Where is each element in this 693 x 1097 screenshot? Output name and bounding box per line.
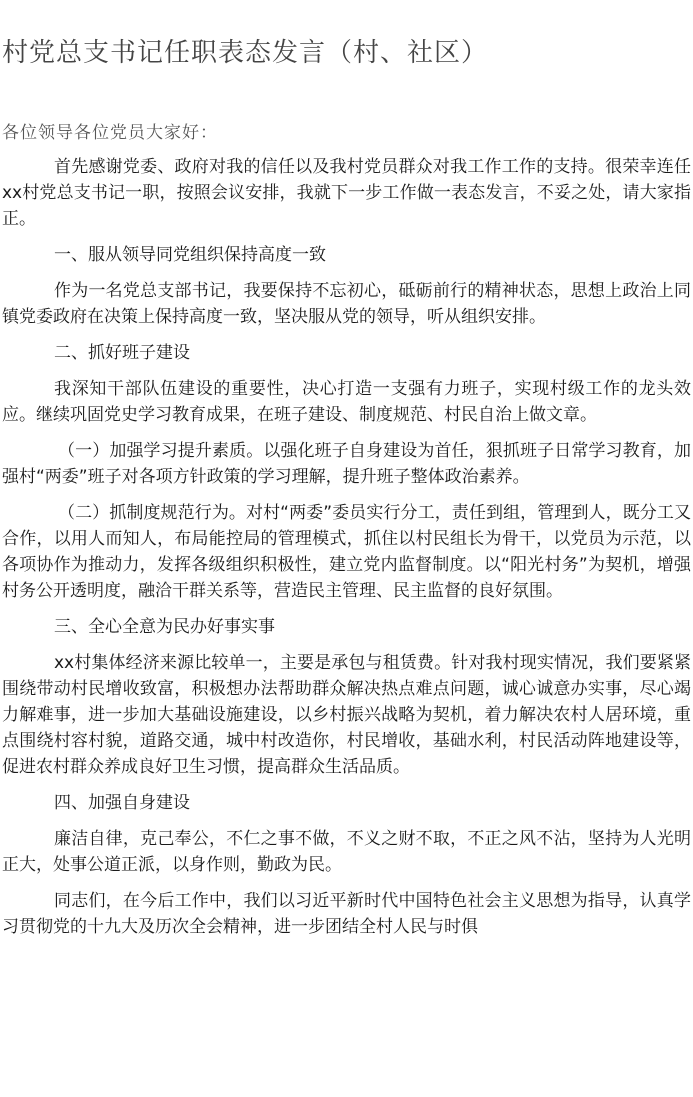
section-heading-3: 三、全心全意为民办好事实事 (54, 617, 275, 637)
paragraph-section-2: 我深知干部队伍建设的重要性，决心打造一支强有力班子，实现村级工作的龙头效应。继续巩固党史学习教育成果，在班子建设、制度规范、村民自治上做文章。 (2, 379, 691, 425)
paragraph-intro: 首先感谢党委、政府对我的信任以及我村党员群众对我工作工作的支持。很荣幸连任xx村党总支书记一职，按照会议安排，我就下一步工作做一表态发言，不妥之处，请大家指正。 (2, 157, 691, 229)
section-heading-4: 四、加强自身建设 (54, 793, 190, 813)
paragraph-subsection-1: （一）加强学习提升素质。以强化班子自身建设为首任，狠抓班子日常学习教育，加强村“两委”班子对各项方针政策的学习理解，提升班子整体政治素养。 (2, 441, 691, 487)
paragraph-closing: 同志们，在今后工作中，我们以习近平新时代中国特色社会主义思想为指导，认真学习贯彻党的十九大及历次全会精神，进一步团结全村人民与时俱 (2, 891, 691, 937)
section-heading-1: 一、服从领导同党组织保持高度一致 (54, 245, 326, 265)
paragraph-section-4: 廉洁自律，克己奉公，不仁之事不做，不义之财不取，不正之风不沾，坚持为人光明正大，处事公道正派，以身作则，勤政为民。 (2, 829, 691, 875)
document-body (2, 154, 691, 950)
paragraph-section-3: xx村集体经济来源比较单一，主要是承包与租赁费。针对我村现实情况，我们要紧紧围绕带动村民增收致富，积极想办法帮助群众解决热点难点问题，诚心诚意办实事，尽心竭力解难事，进一步加大基础设施建设，以乡村振兴战略为契机，着力解决农村人居环境，重点围绕村容村貌，道路交通，城中村改造你，村民增收，基础水利，村民活动阵地建设等，促进农村群众养成良好卫生习惯，提高群众生活品质。 (2, 653, 691, 777)
paragraph-subsection-2: （二）抓制度规范行为。对村“两委”委员实行分工，责任到组，管理到人，既分工又合作，以用人而知人，布局能控局的管理模式，抓住以村民组长为骨干，以党员为示范，以各项协作为推动力，发挥各级组织积极性，建立党内监督制度。以“阳光村务”为契机，增强村务公开透明度，融洽干群关系等，营造民主管理、民主监督的良好氛围。 (2, 503, 691, 601)
document-title: 村党总支书记任职表态发言（村、社区） (2, 38, 489, 68)
greeting: 各位领导各位党员大家好： (2, 123, 218, 143)
paragraph-section-1: 作为一名党总支部书记，我要保持不忘初心，砥砺前行的精神状态，思想上政治上同镇党委政府在决策上保持高度一致，坚决服从党的领导，听从组织安排。 (2, 281, 691, 327)
section-heading-2: 二、抓好班子建设 (54, 343, 190, 363)
